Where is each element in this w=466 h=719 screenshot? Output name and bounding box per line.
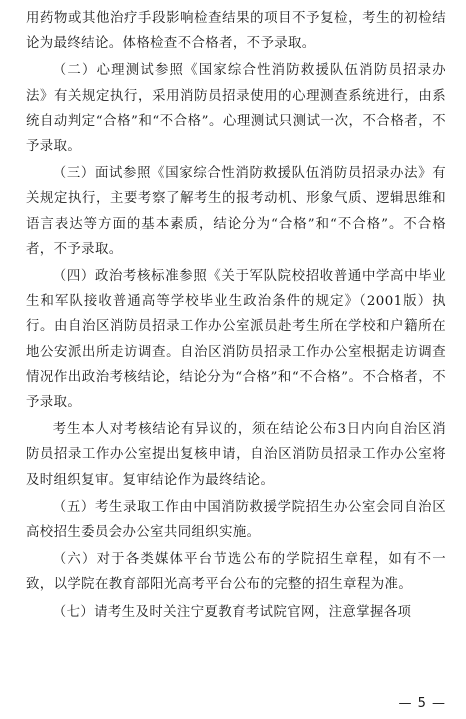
paragraph-follow-website: （七）请考生及时关注宁夏教育考试院官网，注意掌握各项: [52, 604, 412, 620]
document-page: [26, 6, 446, 627]
paragraph-charter-discrepancy: （六）对于各类媒体平台节选公布的学院招生章程，如有不一致，以学院在教育部阳光高考平台公布的完整的招生章程为准。: [26, 552, 446, 593]
paragraph-interview: （三）面试参照《国家综合性消防救援队伍消防员招录办法》有关规定执行，主要考察了解考生的报考动机、形象气质、逻辑思维和语言表达等方面的基本素质，结论分为“合格”和“不合格”。不合格者，不予录取。: [26, 166, 446, 257]
paragraph-appeal: 考生本人对考核结论有异议的，须在结论公布3日内向自治区消防员招录工作办公室提出复核申请，自治区消防员招录工作办公室将及时组织复审。复审结论作为最终结论。: [26, 422, 446, 488]
paragraph-physical-exam-continuation: 用药物或其他治疗手段影响检查结果的项目不予复检，考生的初检结论为最终结论。体格检查不合格者，不予录取。: [26, 11, 446, 52]
paragraph-psychological-test: （二）心理测试参照《国家综合性消防救援队伍消防员招录办法》有关规定执行，采用消防员招录使用的心理测查系统进行，由系统自动判定“合格”和“不合格”。心理测试只测试一次，不合格者，不予录取。: [26, 63, 446, 155]
paragraph-political-review: （四）政治考核标准参照《关于军队院校招收普通中学高中毕业生和军队接收普通高等学校毕业生政治条件的规定》（2001版）执行。由自治区消防员招录工作办公室派员赴考生所在学校和户籍所在地公安派出所走访调查。自治区消防员招录工作办公室根据走访调查情况作出政治考核结论，结论分为“合格”和“不合格”。不合格者，不予录取。: [26, 269, 446, 411]
page-number: — 5 —: [398, 696, 446, 711]
paragraph-admission: （五）考生录取工作由中国消防救援学院招生办公室会同自治区高校招生委员会办公室共同组织实施。: [26, 499, 446, 541]
